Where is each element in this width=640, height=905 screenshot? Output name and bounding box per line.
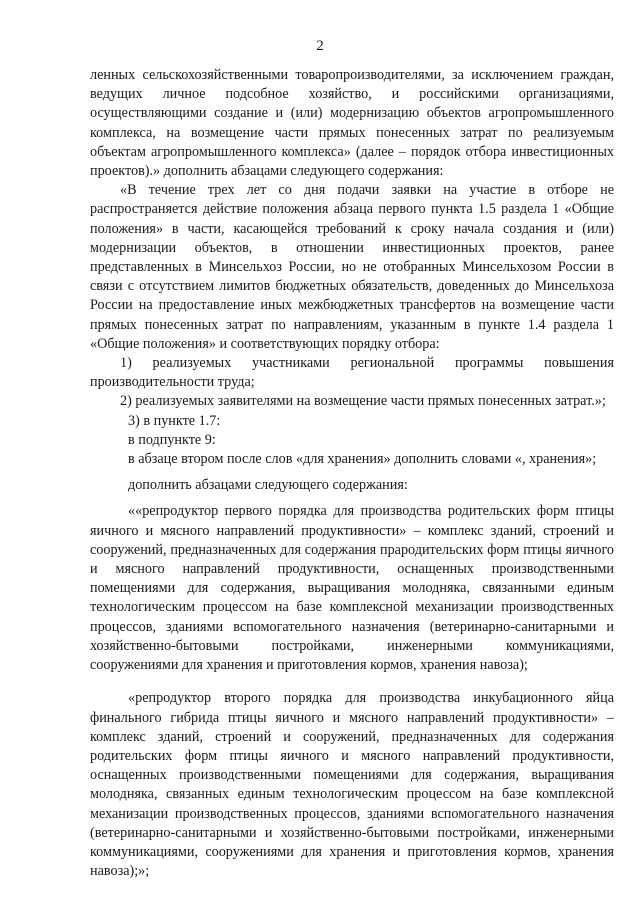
paragraph-add-following: дополнить абзацами следующего содержания: bbox=[128, 477, 408, 494]
definition-first-order-reproducer: ««репродуктор первого порядка для производства родительских форм птицы яичного и мясного направлений продуктивности» – комплекс зданий, строений и сооружений, предназначенных для содержания прародительских форм птицы яичного и мясного направлений продуктивности, оснащенных производственными помещениями для содержания, выращивания молодняка, связанными единым технологическим процессом на базе комплексной механизации производственных процессов, зданиями вспомогательного назначения (ветеринарно-санитарными и хозяйственно-бытовыми постройками, инженерными коммуникациями, сооружениями для хранения и приготовления кормов, хранения навоза); bbox=[90, 503, 614, 674]
paragraph-continuation: ленных сельскохозяйственными товаропроизводителями, за исключением граждан, ведущих личное подсобное хозяйство, и российскими организациями, осуществляющими создание и (или) модернизацию объектов агропромышленного комплекса, на возмещение части прямых понесенных затрат по реализуемым объектам агропромышленного комплекса» (далее – порядок отбора инвестиционных проектов).» дополнить абзацами следующего содержания: bbox=[90, 67, 614, 180]
list-item-1: 1) реализуемых участниками региональной программы повышения производительности труда; bbox=[90, 355, 614, 391]
paragraph-second-amendment: в абзаце втором после слов «для хранения» дополнить словами «, хранения»; bbox=[128, 451, 597, 468]
list-item-2: 2) реализуемых заявителями на возмещение части прямых понесенных затрат.»; bbox=[120, 393, 606, 410]
page-number: 2 bbox=[316, 38, 324, 54]
clause-3-heading: 3) в пункте 1.7: bbox=[128, 412, 221, 429]
document-body bbox=[90, 66, 614, 881]
subclause-9-heading: в подпункте 9: bbox=[128, 431, 216, 448]
paragraph-three-years-exception: «В течение трех лет со дня подачи заявки на участие в отборе не распространяется действие положения абзаца первого пункта 1.5 раздела 1 «Общие положения» в части, касающейся требований к сроку начала создания и (или) модернизации объектов, в отношении инвестиционных проектов, ранее представленных в Минсельхоз России, но не отобранных Минсельхозом России в связи с отсутствием лимитов бюджетных обязательств, доведенных до Минсельхоза России на предоставление иных межбюджетных трансфертов на возмещение части прямых понесенных затрат по направлениям, указанным в пункте 1.4 раздела 1 «Общие положения» и соответствующих порядку отбора: bbox=[90, 182, 614, 352]
definition-second-order-reproducer: «репродуктор второго порядка для производства инкубационного яйца финального гибрида птицы яичного и мясного направлений продуктивности» – комплекс зданий, строений и сооружений, предназначенных для содержания родительских форм птицы яичного и мясного направлений продуктивности, оснащенных производственными помещениями для содержания, выращивания молодняка, связанных единым технологическим процессом на базе комплексной механизации производственных процессов, зданиями вспомогательного назначения (ветеринарно-санитарными и хозяйственно-бытовыми постройками, инженерными коммуникациями, сооружениями для хранения и приготовления кормов, хранения навоза);»; bbox=[90, 690, 614, 880]
